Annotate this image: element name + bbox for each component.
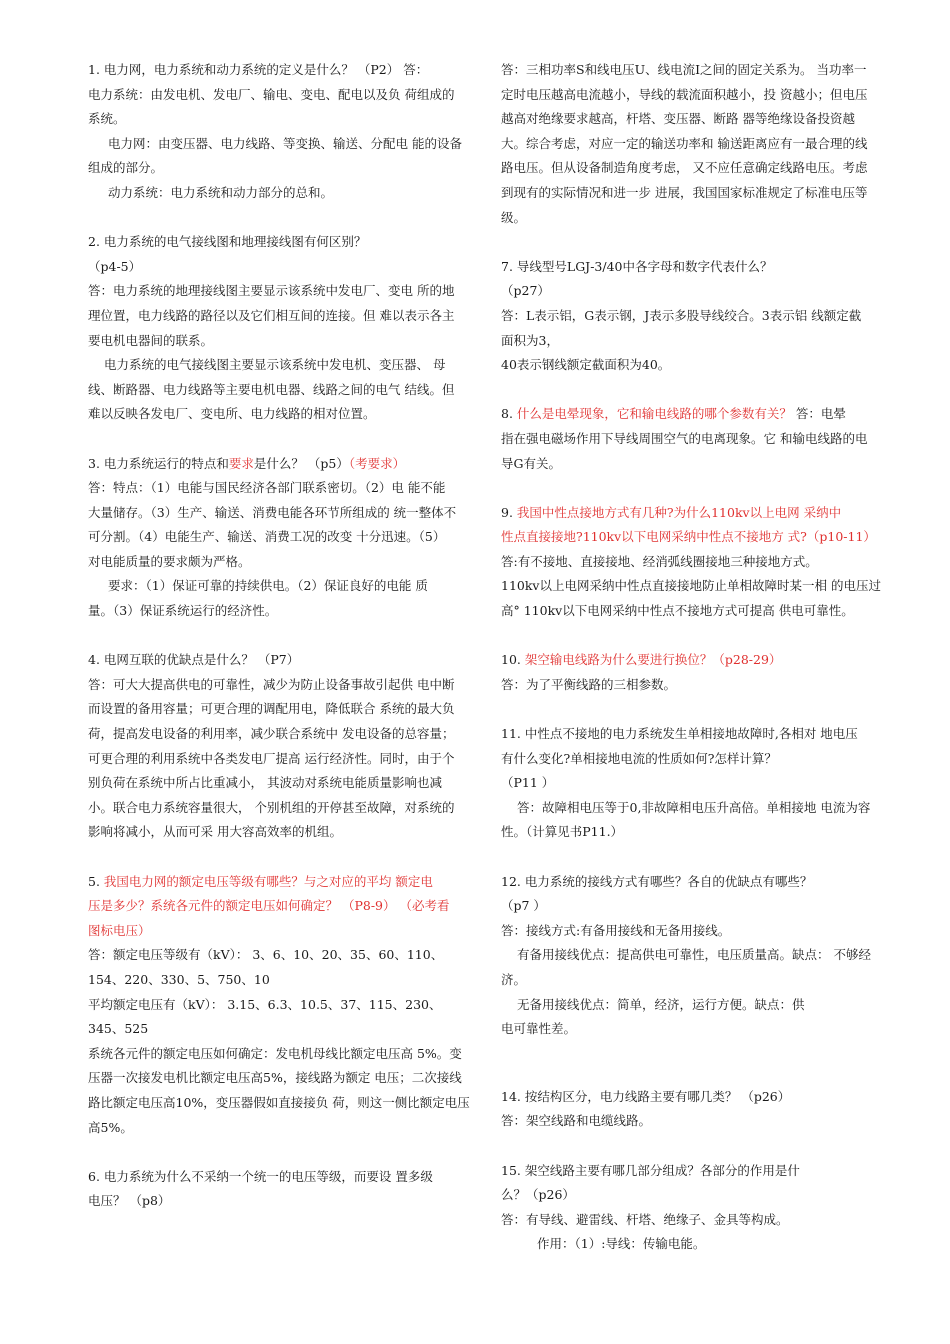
text-segment: 高° 110kv以下电网采纳中性点不接地方式可提高 供电可靠性。 <box>501 603 854 619</box>
text-segment: 答：可大大提高供电的可靠性，减少为防止设备事故引起供 电中断 <box>88 676 455 692</box>
text-line <box>88 820 478 845</box>
right-column <box>501 58 891 1257</box>
text-segment: 荷，提高发电设备的利用率，减少联合系统中 发电设备的总容量； <box>88 726 455 742</box>
text-line <box>88 402 478 427</box>
text-line <box>88 83 478 108</box>
text-line <box>501 206 891 231</box>
text-line <box>501 279 891 304</box>
text-line <box>88 574 478 599</box>
left-column <box>88 58 478 1214</box>
text-segment: 110kv以上电网采纳中性点直接接地防止单相故障时某一相 的电压过 <box>501 578 881 594</box>
text-line <box>88 525 478 550</box>
highlighted-question-text: 性点直接接地?110kv以下电网采纳中性点不接地方 式?（p10-11） <box>501 529 876 545</box>
paragraph-gap <box>88 206 478 231</box>
text-line <box>501 1085 891 1110</box>
text-segment: 答:有不接地、直接接地、经消弧线圈接地三种接地方式。 <box>501 553 818 569</box>
text-line <box>501 771 891 796</box>
text-line <box>88 304 478 329</box>
text-line <box>501 993 891 1018</box>
text-segment: 性。（计算见书P11.） <box>501 824 624 840</box>
text-segment: 难以反映各发电厂、变电所、电力线路的相对位置。 <box>88 406 376 422</box>
text-line <box>501 353 891 378</box>
text-line <box>88 279 478 304</box>
highlighted-question-text: 我国电力网的额定电压等级有哪些？与之对应的平均 额定电 <box>103 873 433 889</box>
highlighted-question-text: 什么是电晕现象，它和输电线路的哪个参数有关？ <box>516 406 792 422</box>
text-line <box>501 181 891 206</box>
text-segment: 答：三相功率S和线电压U、线电流I之间的固定关系为。 当功率一 <box>501 62 867 77</box>
text-line <box>501 894 891 919</box>
text-line <box>501 599 891 624</box>
text-line <box>88 796 478 821</box>
text-line <box>88 722 478 747</box>
text-segment: 40表示钢线额定截面积为40。 <box>501 357 671 373</box>
text-line <box>88 1116 478 1141</box>
text-segment: 大。综合考虑，对应一定的输送功率和 输送距离应有一最合理的线 <box>501 135 868 151</box>
text-line <box>88 1165 478 1190</box>
text-line <box>88 943 478 968</box>
text-line <box>88 1189 478 1214</box>
text-segment: 电力系统的电气接线图主要显示该系统中发电机、变压器、 母 <box>104 357 446 373</box>
text-line <box>88 993 478 1018</box>
text-line <box>501 1208 891 1233</box>
text-segment: 作用：（1）:导线：传输电能。 <box>537 1236 706 1252</box>
text-segment: 有备用接线优点：提高供电可靠性，电压质量高。缺点： 不够经 <box>517 947 871 963</box>
text-line <box>501 550 891 575</box>
text-line <box>501 1232 891 1257</box>
text-segment: 要电机电器间的联系。 <box>88 332 214 348</box>
paragraph-gap <box>88 624 478 649</box>
text-segment: （p7 ） <box>501 898 546 914</box>
text-line <box>88 501 478 526</box>
highlighted-question-text: 要求 <box>228 455 254 471</box>
text-segment: 线、断路器、电力线路等主要电机电器、线路之间的电气 结线。但 <box>88 381 455 397</box>
text-line <box>501 402 891 427</box>
text-line <box>501 1109 891 1134</box>
text-segment: 答：电力系统的地理接线图主要显示该系统中发电厂、变电 所的地 <box>88 283 455 299</box>
text-line <box>501 820 891 845</box>
text-segment: 级。 <box>501 209 527 225</box>
text-segment: 5. <box>88 873 104 889</box>
text-line <box>501 870 891 895</box>
text-line <box>88 1042 478 1067</box>
text-segment: 答：电晕 <box>791 406 846 422</box>
text-segment: 小。联合电力系统容量很大， 个别机组的开停甚至故障，对系统的 <box>88 799 455 815</box>
text-line <box>88 58 478 83</box>
text-segment: 理位置，电力线路的路径以及它们相互间的连接。但 难以表示各主 <box>88 307 455 323</box>
text-line <box>88 452 478 477</box>
text-segment: 组成的部分。 <box>88 160 164 176</box>
text-segment: 可更合理的利用系统中各类发电厂提高 运行经济性。同时，由于个 <box>88 750 455 766</box>
text-line <box>501 427 891 452</box>
text-line <box>88 107 478 132</box>
highlighted-question-text: 压是多少？系统各元件的额定电压如何确定？ （P8-9） （必考看 <box>88 898 450 914</box>
paragraph-gap <box>501 697 891 722</box>
text-segment: 8. <box>501 406 517 422</box>
paragraph-gap <box>501 1042 891 1085</box>
text-line <box>501 329 891 354</box>
text-line <box>501 452 891 477</box>
text-segment: 11. 中性点不接地的电力系统发生单相接地故障时,各相对 地电压 <box>501 726 858 742</box>
text-segment: 系统。 <box>88 111 126 127</box>
text-segment: 14. 按结构区分，电力线路主要有哪几类？ （p26） <box>501 1088 791 1104</box>
text-line <box>501 1017 891 1042</box>
text-segment: 到现有的实际情况和进一步 进展，我国国家标准规定了标准电压等 <box>501 184 868 200</box>
text-segment: 路电压。但从设备制造角度考虑， 又不应任意确定线路电压。考虑 <box>501 160 868 176</box>
text-line <box>88 919 478 944</box>
text-line <box>88 353 478 378</box>
text-segment: 答：故障相电压等于0,非故障相电压升高倍。单相接地 电流为容 <box>517 799 871 815</box>
text-line <box>501 648 891 673</box>
text-line <box>88 1066 478 1091</box>
text-line <box>501 304 891 329</box>
text-segment: 平均额定电压有（kV）： 3.15、6.3、10.5、37、115、230、 <box>88 996 442 1012</box>
text-segment: 9. <box>501 504 517 520</box>
text-segment: 12. 电力系统的接线方式有哪些？各自的优缺点有哪些？ <box>501 873 813 889</box>
text-line <box>88 181 478 206</box>
text-line <box>501 574 891 599</box>
text-segment: 压器一次接发电机比额定电压高5%，接线路为额定 电压；二次接线 <box>88 1070 462 1086</box>
text-line <box>88 894 478 919</box>
text-segment: 10. <box>501 652 525 668</box>
text-segment: 越高对绝缘要求越高，杆塔、变压器、断路 器等绝缘设备投资越 <box>501 111 855 127</box>
paragraph-gap <box>501 845 891 870</box>
text-segment: 是什么？ （p5） <box>253 455 349 471</box>
text-line <box>88 870 478 895</box>
paragraph-gap <box>501 624 891 649</box>
text-segment: 对电能质量的要求颇为严格。 <box>88 553 251 569</box>
text-segment: 答：L表示铝，G表示钢，J表示多股导线绞合。3表示铝 线额定截 <box>501 307 862 323</box>
text-segment: 么？（p26） <box>501 1187 575 1203</box>
text-line <box>501 525 891 550</box>
text-line <box>88 648 478 673</box>
text-segment: 答：额定电压等级有（kV）： 3、6、10、20、35、60、110、 <box>88 947 444 963</box>
text-segment: 电力网：由变压器、电力线路、等变换、输送、分配电 能的设备 <box>108 135 462 151</box>
text-segment: 量。（3）保证系统运行的经济性。 <box>88 603 278 619</box>
text-segment: 电力系统：由发电机、发电厂、输电、变电、配电以及负 荷组成的 <box>88 86 455 102</box>
text-line <box>501 156 891 181</box>
paragraph-gap <box>88 1140 478 1165</box>
text-line <box>501 58 891 83</box>
text-line <box>88 476 478 501</box>
text-line <box>501 796 891 821</box>
text-segment: 可分割。（4）电能生产、输送、消费工况的改变 十分迅速。（5） <box>88 529 446 545</box>
text-segment: 别负荷在系统中所占比重减小， 其波动对系统电能质量影响也减 <box>88 775 442 791</box>
highlighted-question-text: （考要求） <box>348 455 406 471</box>
text-segment: 而设置的备用容量；可更合理的调配用电，降低联合 系统的最大负 <box>88 701 455 717</box>
paragraph-gap <box>501 378 891 403</box>
text-segment: 高5%。 <box>88 1119 133 1135</box>
text-line <box>501 919 891 944</box>
text-line <box>501 501 891 526</box>
text-line <box>88 230 478 255</box>
text-line <box>501 1159 891 1184</box>
text-segment: 1. 电力网，电力系统和动力系统的定义是什么？ （P2） 答： <box>88 62 429 77</box>
text-segment: 大量储存。（3）生产、输送、消费电能各环节所组成的 统一整体不 <box>88 504 457 520</box>
text-segment: 6. 电力系统为什么不采纳一个统一的电压等级，而要设 置多级 <box>88 1168 433 1184</box>
text-line <box>501 107 891 132</box>
text-line <box>501 132 891 157</box>
text-segment: 15. 架空线路主要有哪几部分组成？各部分的作用是什 <box>501 1162 800 1178</box>
text-line <box>88 378 478 403</box>
text-line <box>88 255 478 280</box>
text-line <box>88 771 478 796</box>
text-segment: 电可靠性差。 <box>501 1021 577 1037</box>
text-segment: 导G有关。 <box>501 455 561 471</box>
text-line <box>88 1091 478 1116</box>
text-line <box>88 747 478 772</box>
text-segment: 答：特点：（1）电能与国民经济各部门联系密切。（2）电 能不能 <box>88 480 446 496</box>
text-segment: 答：接线方式:有备用接线和无备用接线。 <box>501 922 731 938</box>
text-line <box>501 673 891 698</box>
text-segment: （P11 ） <box>501 775 555 791</box>
text-segment: （p27） <box>501 283 550 299</box>
text-segment: 3. 电力系统运行的特点和 <box>88 455 229 471</box>
paragraph-gap <box>501 230 891 255</box>
text-line <box>501 255 891 280</box>
text-line <box>88 1017 478 1042</box>
text-line <box>88 329 478 354</box>
text-line <box>501 747 891 772</box>
text-line <box>88 550 478 575</box>
text-segment: 电压？ （p8） <box>88 1193 171 1209</box>
text-segment: 影响将减小，从而可采 用大容高效率的机组。 <box>88 824 342 840</box>
text-line <box>501 943 891 968</box>
paragraph-gap <box>501 1134 891 1159</box>
text-segment: 4. 电网互联的优缺点是什么？ （P7） <box>88 652 300 668</box>
text-segment: 路比额定电压高10%，变压器假如直接接负 荷，则这一侧比额定电压 <box>88 1094 470 1110</box>
text-line <box>501 968 891 993</box>
text-segment: 动力系统：电力系统和动力部分的总和。 <box>108 184 334 200</box>
text-line <box>501 722 891 747</box>
text-segment: 答：有导线、避雷线、杆塔、绝缘子、金具等构成。 <box>501 1211 789 1227</box>
text-segment: 指在强电磁场作用下导线周围空气的电离现象。它 和输电线路的电 <box>501 430 868 446</box>
text-segment: 7. 导线型号LGJ-3/40中各字母和数字代表什么？ <box>501 258 773 274</box>
text-line <box>88 599 478 624</box>
text-segment: 济。 <box>501 971 527 987</box>
text-segment: 345、525 <box>88 1021 149 1037</box>
highlighted-question-text: 我国中性点接地方式有几种?为什么110kv以上电网 采纳中 <box>516 504 842 520</box>
text-segment: 面积为3， <box>501 332 559 348</box>
text-segment: 有什么变化?单相接地电流的性质如何?怎样计算？ <box>501 750 777 766</box>
text-line <box>501 83 891 108</box>
paragraph-gap <box>501 476 891 501</box>
text-line <box>88 132 478 157</box>
text-segment: 答：为了平衡线路的三相参数。 <box>501 676 677 692</box>
text-line <box>501 1183 891 1208</box>
text-segment: 2. 电力系统的电气接线图和地理接线图有何区别？ <box>88 234 367 250</box>
text-segment: 要求：（1）保证可靠的持续供电。（2）保证良好的电能 质 <box>108 578 428 594</box>
text-line <box>88 968 478 993</box>
text-line <box>88 156 478 181</box>
text-segment: 定时电压越高电流越小，导线的载流面积越小，投 资越小；但电压 <box>501 86 868 102</box>
paragraph-gap <box>88 427 478 452</box>
paragraph-gap <box>88 845 478 870</box>
highlighted-question-text: 图标电压） <box>88 922 151 938</box>
text-segment: 系统各元件的额定电压如何确定：发电机母线比额定电压高 5%。变 <box>88 1045 462 1061</box>
text-line <box>88 697 478 722</box>
text-segment: 无备用接线优点：简单，经济，运行方便。缺点：供 <box>517 996 805 1012</box>
text-segment: 154、220、330、5、750、10 <box>88 971 270 987</box>
text-segment: （p4-5） <box>88 258 142 274</box>
highlighted-question-text: 架空输电线路为什么要进行换位？（p28-29） <box>524 652 782 668</box>
text-segment: 答：架空线路和电缆线路。 <box>501 1113 652 1129</box>
text-line <box>88 673 478 698</box>
